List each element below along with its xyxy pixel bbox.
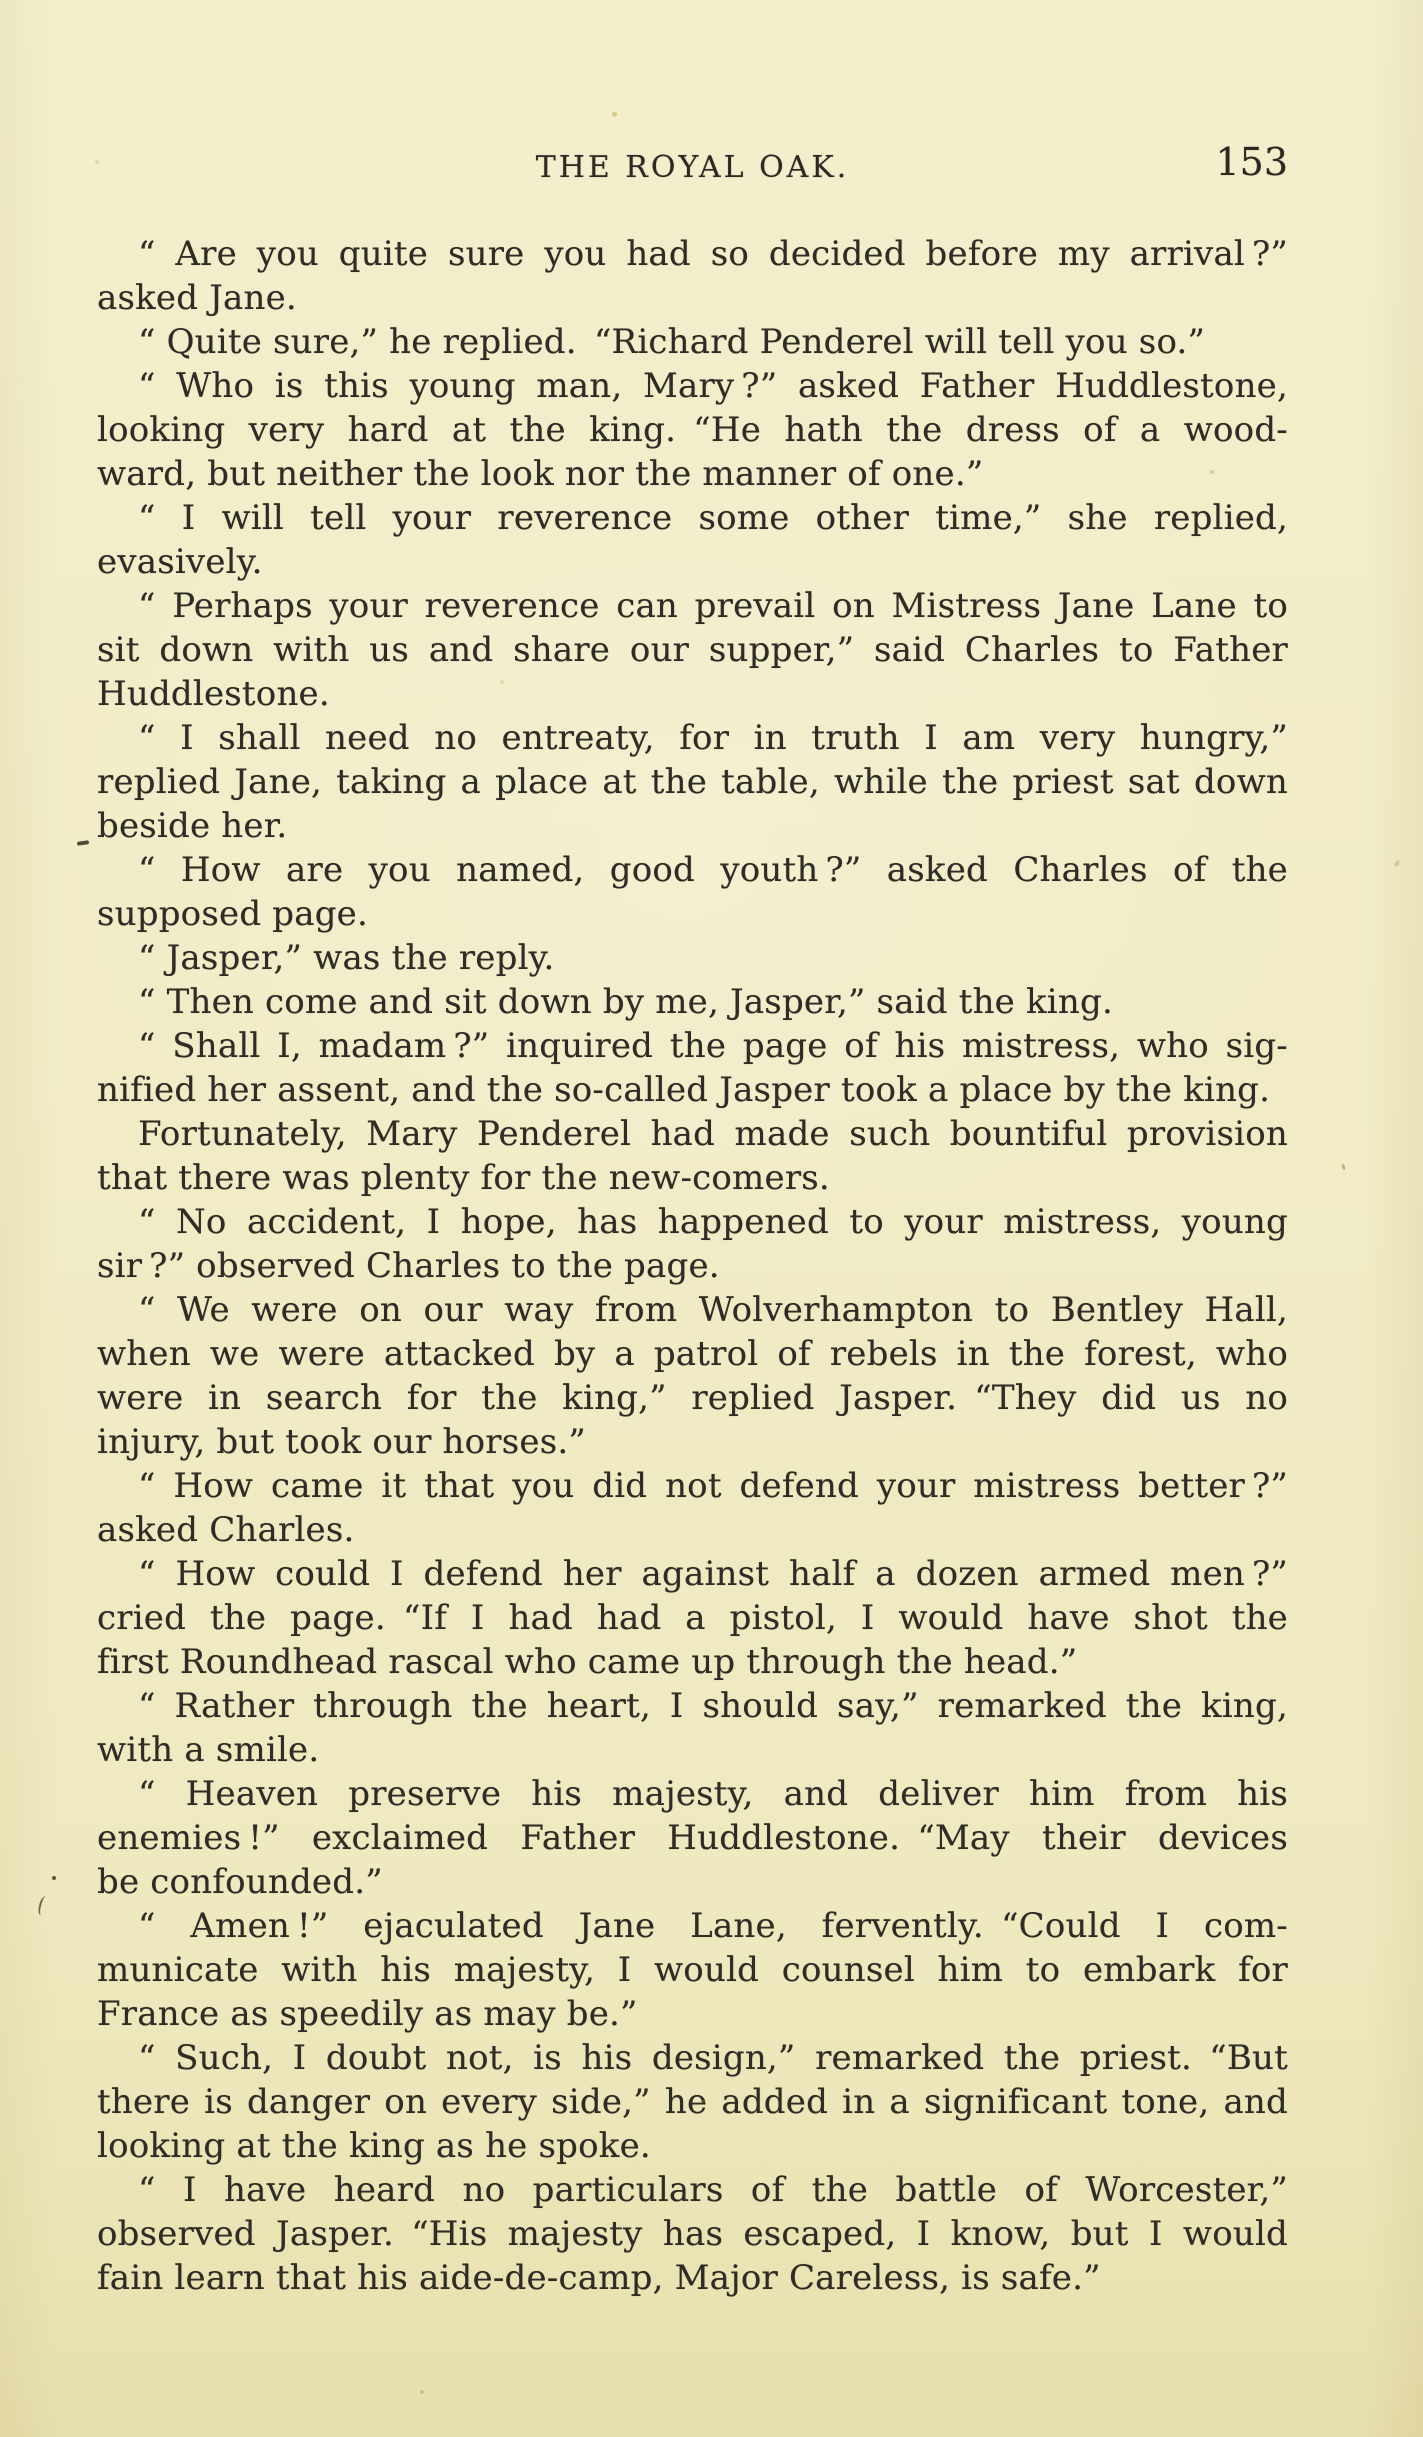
paragraph: [97, 364, 1288, 496]
paragraph: [97, 1772, 1288, 1904]
text-line: “ Who is this young man, Mary ?” asked Father Huddlestone,: [138, 366, 1288, 406]
paragraph: [97, 980, 1288, 1024]
page-body: [97, 232, 1288, 2300]
page-number: 153: [1215, 140, 1288, 184]
text-line: “ How came it that you did not defend your mistress better ?”: [138, 1466, 1288, 1506]
text-line: enemies !” exclaimed Father Huddlestone. “May their devices: [97, 1818, 1288, 1858]
text-line: were in search for the king,” replied Jasper. “They did us no: [97, 1378, 1288, 1418]
paragraph: [97, 848, 1288, 936]
paragraph: [97, 936, 1288, 980]
text-line: “ Such, I doubt not, is his design,” remarked the priest. “But: [138, 2038, 1288, 2078]
text-line: when we were attacked by a patrol of rebels in the forest, who: [97, 1334, 1288, 1374]
text-line: “ Quite sure,” he replied. “Richard Penderel will tell you so.”: [138, 322, 1206, 362]
paragraph: [97, 716, 1288, 848]
paper-speck: [1050, 1790, 1054, 1794]
text-line: sir ?” observed Charles to the page.: [97, 1246, 720, 1286]
text-line: there is danger on every side,” he added in a significant tone, and: [97, 2082, 1288, 2122]
text-line: sit down with us and share our supper,” said Charles to Father: [97, 630, 1288, 670]
paper-speck: [95, 160, 99, 164]
paper-speck: [700, 2100, 705, 2103]
text-line: “ Are you quite sure you had so decided before my arrival ?”: [138, 234, 1288, 274]
text-line: France as speedily as may be.”: [97, 1994, 638, 2034]
text-line: that there was plenty for the new-comers.: [97, 1158, 830, 1198]
paragraph: [97, 496, 1288, 584]
text-line: cried the page. “If I had had a pistol, I would have shot the: [97, 1598, 1288, 1638]
text-line: with a smile.: [97, 1730, 320, 1770]
text-line: “ Perhaps your reverence can prevail on Mistress Jane Lane to: [138, 586, 1288, 626]
paper-speck: [1394, 859, 1401, 867]
text-line: injury, but took our horses.”: [97, 1422, 586, 1462]
text-line: municate with his majesty, I would counsel him to embark for: [97, 1950, 1288, 1990]
text-line: ward, but neither the look nor the manner of one.”: [97, 454, 984, 494]
paragraph: [97, 1112, 1288, 1200]
paragraph: [97, 1684, 1288, 1772]
text-line: fain learn that his aide-de-camp, Major Careless, is safe.”: [97, 2258, 1101, 2298]
text-line: “ I have heard no particulars of the battle of Worcester,”: [138, 2170, 1288, 2210]
text-line: asked Charles.: [97, 1510, 355, 1550]
paragraph: [97, 1904, 1288, 2036]
text-line: “ How could I defend her against half a dozen armed men ?”: [138, 1554, 1288, 1594]
text-line: Fortunately, Mary Penderel had made such bountiful provision: [138, 1114, 1288, 1154]
text-line: observed Jasper. “His majesty has escaped, I know, but I would: [97, 2214, 1288, 2254]
text-line: “ No accident, I hope, has happened to your mistress, young: [138, 1202, 1288, 1242]
text-line: first Roundhead rascal who came up through the head.”: [97, 1642, 1078, 1682]
text-line: nified her assent, and the so-called Jasper took a place by the king.: [97, 1070, 1271, 1110]
text-line: “ How are you named, good youth ?” asked Charles of the: [138, 850, 1288, 890]
paragraph: [97, 1288, 1288, 1464]
text-line: “ Jasper,” was the reply.: [138, 938, 555, 978]
text-line: replied Jane, taking a place at the table, while the priest sat down: [97, 762, 1288, 802]
paragraph: [97, 1200, 1288, 1288]
paper-speck: [1341, 1164, 1346, 1171]
text-line: “ I will tell your reverence some other time,” she replied,: [138, 498, 1288, 538]
text-line: evasively.: [97, 542, 263, 582]
text-line: “ Heaven preserve his majesty, and deliver him from his: [138, 1774, 1288, 1814]
text-line: “ Then come and sit down by me, Jasper,” said the king.: [138, 982, 1113, 1022]
scan-speck: [37, 1895, 51, 1917]
text-line: looking very hard at the king. “He hath the dress of a wood-: [97, 410, 1288, 450]
scan-speck: [77, 840, 89, 846]
paragraph: [97, 2036, 1288, 2168]
text-line: beside her.: [97, 806, 288, 846]
text-line: “ I shall need no entreaty, for in truth I am very hungry,”: [138, 718, 1288, 758]
text-line: “ Rather through the heart, I should say,” remarked the king,: [138, 1686, 1288, 1726]
running-head: [97, 140, 1288, 196]
text-line: be confounded.”: [97, 1862, 383, 1902]
text-line: looking at the king as he spoke.: [97, 2126, 651, 2166]
paper-speck: [1210, 470, 1214, 474]
paragraph: [97, 1552, 1288, 1684]
text-line: Huddlestone.: [97, 674, 330, 714]
paragraph: [97, 1024, 1288, 1112]
paper-speck: [612, 112, 617, 117]
paragraph: [97, 1464, 1288, 1552]
scan-speck: [52, 1876, 56, 1880]
paper-speck: [500, 680, 504, 684]
text-line: asked Jane.: [97, 278, 297, 318]
text-line: “ Amen !” ejaculated Jane Lane, fervently. “Could I com-: [138, 1906, 1288, 1946]
paragraph: [97, 232, 1288, 320]
paragraph: [97, 584, 1288, 716]
running-title: THE ROYAL OAK.: [535, 150, 850, 185]
paper-speck: [420, 2390, 424, 2394]
text-line: “ Shall I, madam ?” inquired the page of his mistress, who sig-: [138, 1026, 1288, 1066]
text-line: supposed page.: [97, 894, 369, 934]
text-line: “ We were on our way from Wolverhampton to Bentley Hall,: [138, 1290, 1288, 1330]
paragraph: [97, 320, 1288, 364]
paragraph: [97, 2168, 1288, 2300]
